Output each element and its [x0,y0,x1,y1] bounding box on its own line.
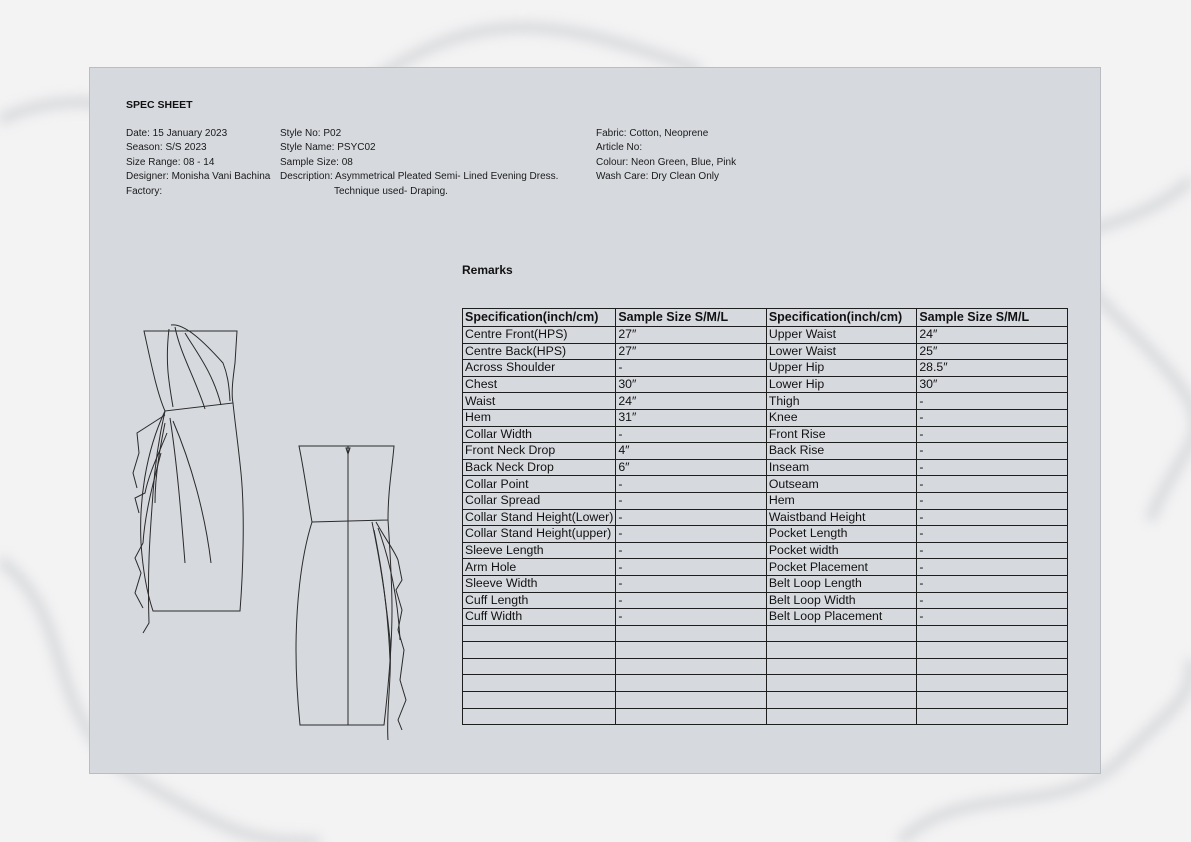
spec-name-cell: Belt Loop Placement [766,609,917,626]
spec-value-cell [917,642,1068,659]
spec-name-cell: Knee [766,409,917,426]
table-row [463,658,1068,675]
spec-name-cell: Sleeve Width [463,575,616,592]
colour-field: Colour: Neon Green, Blue, Pink [596,156,737,168]
spec-name-cell: Cuff Length [463,592,616,609]
spec-name-cell [463,658,616,675]
technique-field: Technique used- Draping. [334,185,448,197]
table-row [463,526,1068,543]
table-row [463,360,1068,377]
spec-name-cell: Upper Waist [766,327,917,344]
table-row [463,443,1068,460]
spec-name-cell: Lower Hip [766,376,917,393]
table-row [463,409,1068,426]
table-row [463,692,1068,709]
table-row [463,708,1068,725]
spec-value-cell: - [917,509,1068,526]
spec-name-cell [766,642,917,659]
remarks-label: Remarks [462,263,513,277]
spec-name-cell: Pocket Placement [766,559,917,576]
spec-value-cell: 31″ [616,409,767,426]
spec-name-cell [463,642,616,659]
spec-value-cell: - [917,559,1068,576]
spec-name-cell: Collar Spread [463,492,616,509]
spec-name-cell: Chest [463,376,616,393]
spec-value-cell [917,708,1068,725]
spec-value-cell [616,708,767,725]
table-row [463,592,1068,609]
front-view-sketch [125,323,255,638]
spec-value-cell: 30″ [616,376,767,393]
spec-value-cell: - [616,609,767,626]
spec-name-cell: Collar Stand Height(Lower) [463,509,616,526]
size-range-field: Size Range: 08 - 14 [126,156,215,168]
table-row [463,609,1068,626]
spec-value-cell: - [616,542,767,559]
spec-value-cell: - [917,492,1068,509]
wash-care-field: Wash Care: Dry Clean Only [596,171,719,183]
spec-name-cell: Pocket Length [766,526,917,543]
spec-value-cell: - [917,542,1068,559]
spec-value-cell: - [616,592,767,609]
spec-name-cell: Pocket width [766,542,917,559]
spec-value-cell [917,625,1068,642]
spec-name-cell: Collar Width [463,426,616,443]
table-row [463,343,1068,360]
back-view-sketch [290,440,420,750]
factory-field: Factory: [126,185,163,197]
info-column-2 [280,127,558,199]
spec-value-cell: - [616,575,767,592]
spec-value-cell [917,658,1068,675]
style-name-field: Style Name: PSYC02 [280,142,376,154]
sheet-title: SPEC SHEET [126,99,193,111]
info-column-1 [126,127,270,199]
spec-value-cell: - [917,575,1068,592]
spec-sheet-panel [89,67,1101,774]
spec-value-cell [917,675,1068,692]
spec-name-cell: Sleeve Length [463,542,616,559]
spec-name-cell [463,708,616,725]
spec-name-cell: Centre Front(HPS) [463,327,616,344]
table-row [463,327,1068,344]
spec-name-cell: Hem [766,492,917,509]
info-column-3 [596,127,736,185]
spec-name-cell: Inseam [766,459,917,476]
spec-value-cell: - [616,476,767,493]
table-row [463,625,1068,642]
spec-name-cell: Waist [463,393,616,410]
spec-name-cell: Lower Waist [766,343,917,360]
table-row [463,542,1068,559]
spec-value-cell [616,642,767,659]
spec-name-cell [463,625,616,642]
spec-name-cell [766,658,917,675]
spec-name-cell: Belt Loop Length [766,575,917,592]
spec-value-cell: - [917,409,1068,426]
spec-name-cell [766,708,917,725]
spec-name-cell: Thigh [766,393,917,410]
spec-name-cell [766,692,917,709]
header-size-1: Sample Size S/M/L [616,309,767,327]
spec-name-cell: Outseam [766,476,917,493]
spec-value-cell: - [616,526,767,543]
spec-value-cell [616,692,767,709]
spec-name-cell: Front Neck Drop [463,443,616,460]
spec-name-cell: Waistband Height [766,509,917,526]
table-row [463,376,1068,393]
table-header-row [463,309,1068,327]
spec-value-cell: 27″ [616,343,767,360]
season-field: Season: S/S 2023 [126,142,207,154]
spec-value-cell: - [917,609,1068,626]
spec-value-cell: 4″ [616,443,767,460]
spec-name-cell [463,675,616,692]
spec-value-cell [616,625,767,642]
date-field: Date: 15 January 2023 [126,128,228,139]
table-row [463,476,1068,493]
header-spec-2: Specification(inch/cm) [766,309,917,327]
spec-value-cell [616,675,767,692]
spec-value-cell: 6″ [616,459,767,476]
spec-value-cell: - [616,360,767,377]
spec-name-cell: Back Rise [766,443,917,460]
spec-name-cell: Centre Back(HPS) [463,343,616,360]
table-row [463,642,1068,659]
spec-name-cell: Belt Loop Width [766,592,917,609]
spec-name-cell [766,625,917,642]
table-row [463,492,1068,509]
header-spec-1: Specification(inch/cm) [463,309,616,327]
spec-value-cell: - [917,592,1068,609]
spec-value-cell: 24″ [616,393,767,410]
table-row [463,426,1068,443]
table-row [463,393,1068,410]
table-row [463,559,1068,576]
fabric-field: Fabric: Cotton, Neoprene [596,128,709,139]
spec-name-cell: Cuff Width [463,609,616,626]
spec-value-cell: 30″ [917,376,1068,393]
table-row [463,509,1068,526]
spec-name-cell: Back Neck Drop [463,459,616,476]
spec-name-cell: Collar Stand Height(upper) [463,526,616,543]
spec-name-cell: Arm Hole [463,559,616,576]
designer-field: Designer: Monisha Vani Bachina [126,171,271,183]
spec-value-cell: 25″ [917,343,1068,360]
spec-name-cell: Front Rise [766,426,917,443]
spec-value-cell: - [917,426,1068,443]
table-body [463,327,1068,725]
spec-value-cell: 24″ [917,327,1068,344]
spec-value-cell: - [616,426,767,443]
spec-value-cell: - [616,492,767,509]
description-field: Description: Asymmetrical Pleated Semi- Lined Evening Dress. [280,171,559,183]
table-row [463,575,1068,592]
spec-name-cell [766,675,917,692]
spec-value-cell [616,658,767,675]
style-no-field: Style No: P02 [280,128,342,139]
spec-value-cell: 27″ [616,327,767,344]
table-row [463,459,1068,476]
article-no-field: Article No: [596,142,643,154]
spec-name-cell [463,692,616,709]
spec-value-cell: - [616,559,767,576]
header-size-2: Sample Size S/M/L [917,309,1068,327]
spec-name-cell: Collar Point [463,476,616,493]
spec-value-cell: - [917,459,1068,476]
spec-name-cell: Hem [463,409,616,426]
spec-value-cell: - [917,393,1068,410]
spec-value-cell: 28.5″ [917,360,1068,377]
spec-value-cell [917,692,1068,709]
spec-value-cell: - [917,443,1068,460]
table-row [463,675,1068,692]
sample-size-field: Sample Size: 08 [280,156,353,168]
specification-table [462,308,1068,725]
spec-name-cell: Upper Hip [766,360,917,377]
spec-value-cell: - [616,509,767,526]
spec-value-cell: - [917,476,1068,493]
spec-value-cell: - [917,526,1068,543]
spec-name-cell: Across Shoulder [463,360,616,377]
